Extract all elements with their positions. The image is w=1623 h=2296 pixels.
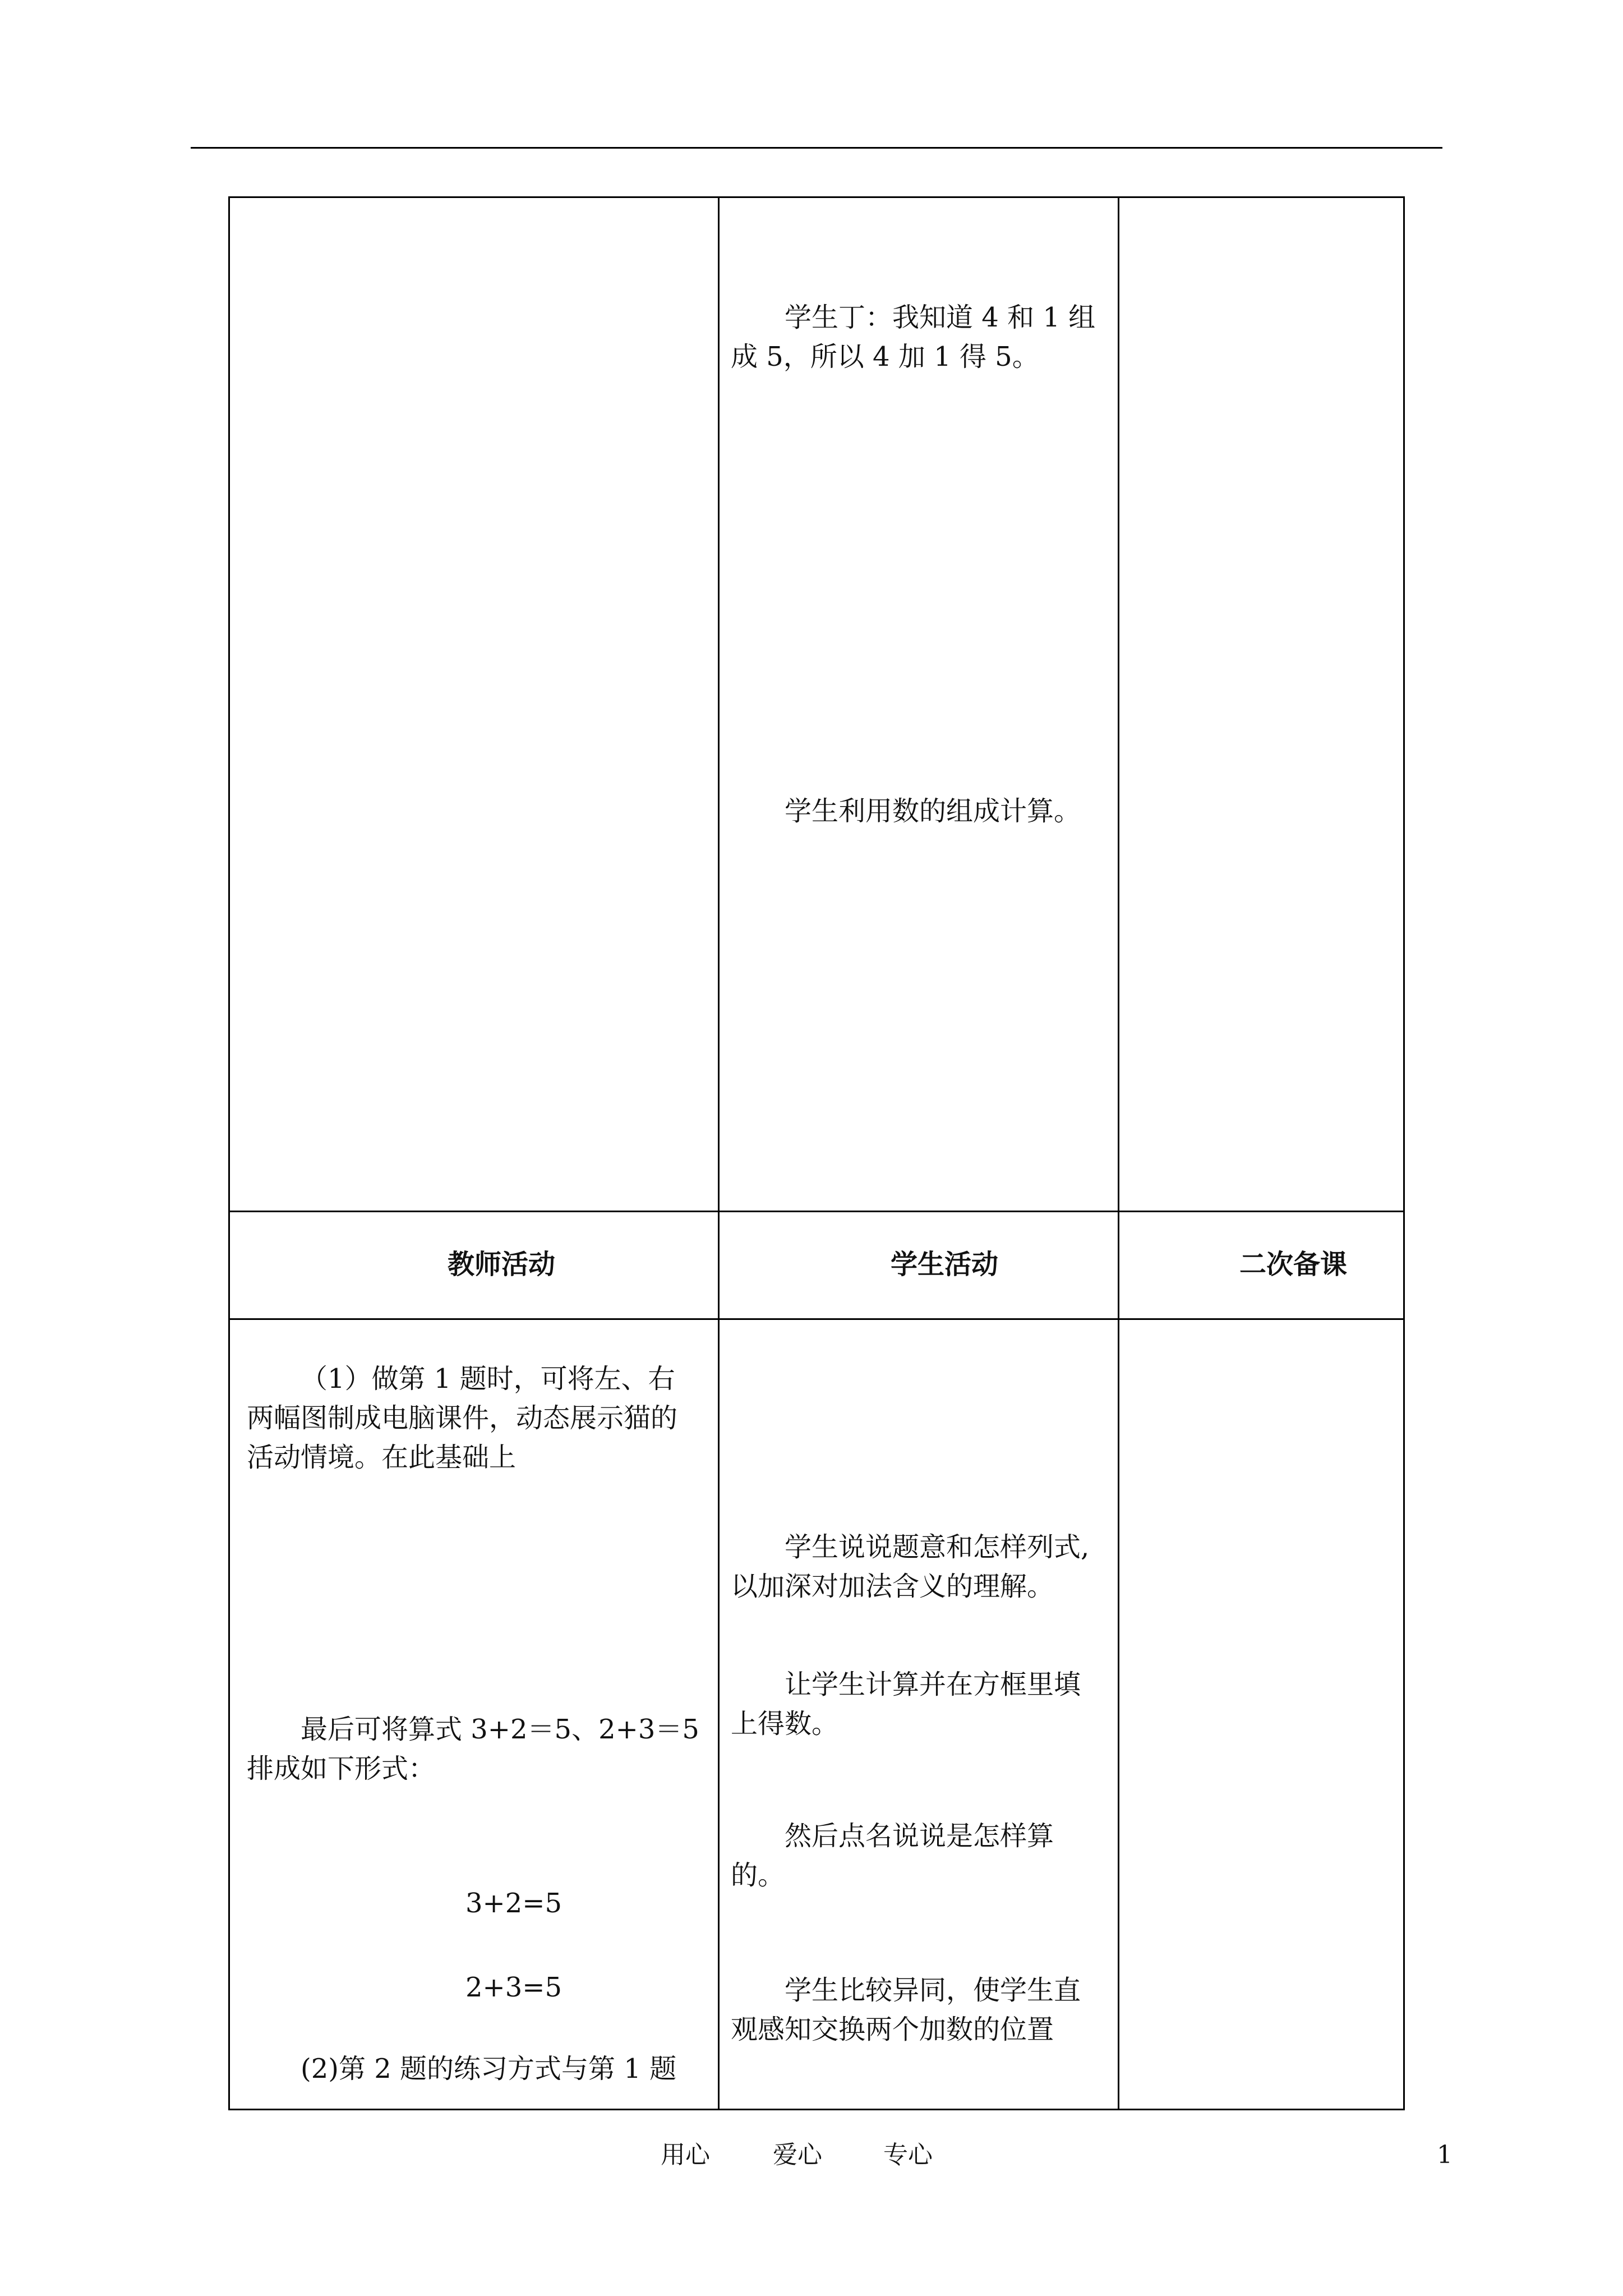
teacher-equation-arrangement-note: 最后可将算式 3+2＝5、2+3＝5 排成如下形式： bbox=[247, 1714, 699, 1784]
column-divider-student-second-prep bbox=[1118, 198, 1119, 2109]
column-divider-teacher-student bbox=[718, 198, 720, 2109]
header-teacher-activity: 教师活动 bbox=[448, 1249, 556, 1280]
header-row-top-border bbox=[230, 1211, 1403, 1212]
lesson-plan-table bbox=[228, 196, 1405, 2110]
teacher-cell-paragraph-1 bbox=[247, 1359, 701, 1477]
equation-3-plus-2: 3+2=5 bbox=[465, 1888, 562, 1919]
footer-item-2: 爱心 bbox=[773, 2141, 822, 2169]
header-student-activity: 学生活动 bbox=[891, 1249, 999, 1280]
student-compose-number-note: 学生利用数的组成计算。 bbox=[785, 795, 1081, 827]
teacher-cell-paragraph-3 bbox=[247, 2049, 701, 2088]
student-fill-box-note: 让学生计算并在方框里填上得数。 bbox=[731, 1669, 1081, 1740]
student-cell-paragraph-3 bbox=[731, 1816, 1101, 1895]
top-student-cell-paragraph-1 bbox=[731, 298, 1101, 376]
teacher-question-1-instruction: （1）做第 1 题时，可将左、右两幅图制成电脑课件，动态展示猫的活动情境。在此基础上 bbox=[247, 1363, 678, 1473]
header-row-bottom-border bbox=[230, 1318, 1403, 1320]
page-number: 1 bbox=[1437, 2141, 1453, 2169]
student-compare-note: 学生比较异同，使学生直观感知交换两个加数的位置 bbox=[731, 1975, 1081, 2045]
equation-2-plus-3: 2+3=5 bbox=[465, 1972, 562, 2003]
header-rule bbox=[191, 147, 1442, 149]
student-cell-paragraph-2 bbox=[731, 1665, 1101, 1743]
footer-item-1: 用心 bbox=[661, 2141, 710, 2169]
top-student-cell-paragraph-2 bbox=[731, 792, 1101, 831]
student-d-answer: 学生丁：我知道 4 和 1 组成 5，所以 4 加 1 得 5。 bbox=[731, 302, 1096, 372]
student-explain-calculation-note: 然后点名说说是怎样算的。 bbox=[731, 1820, 1054, 1891]
teacher-cell-paragraph-2 bbox=[247, 1710, 701, 1788]
teacher-question-2-instruction: (2)第 2 题的练习方式与第 1 题 bbox=[301, 2053, 677, 2085]
student-cell-paragraph-4 bbox=[731, 1971, 1101, 2049]
footer-item-3: 专心 bbox=[883, 2141, 933, 2169]
student-explain-question-note: 学生说说题意和怎样列式,以加深对加法含义的理解。 bbox=[731, 1531, 1090, 1602]
student-cell-paragraph-1 bbox=[731, 1527, 1101, 1606]
header-second-prep: 二次备课 bbox=[1239, 1249, 1348, 1280]
